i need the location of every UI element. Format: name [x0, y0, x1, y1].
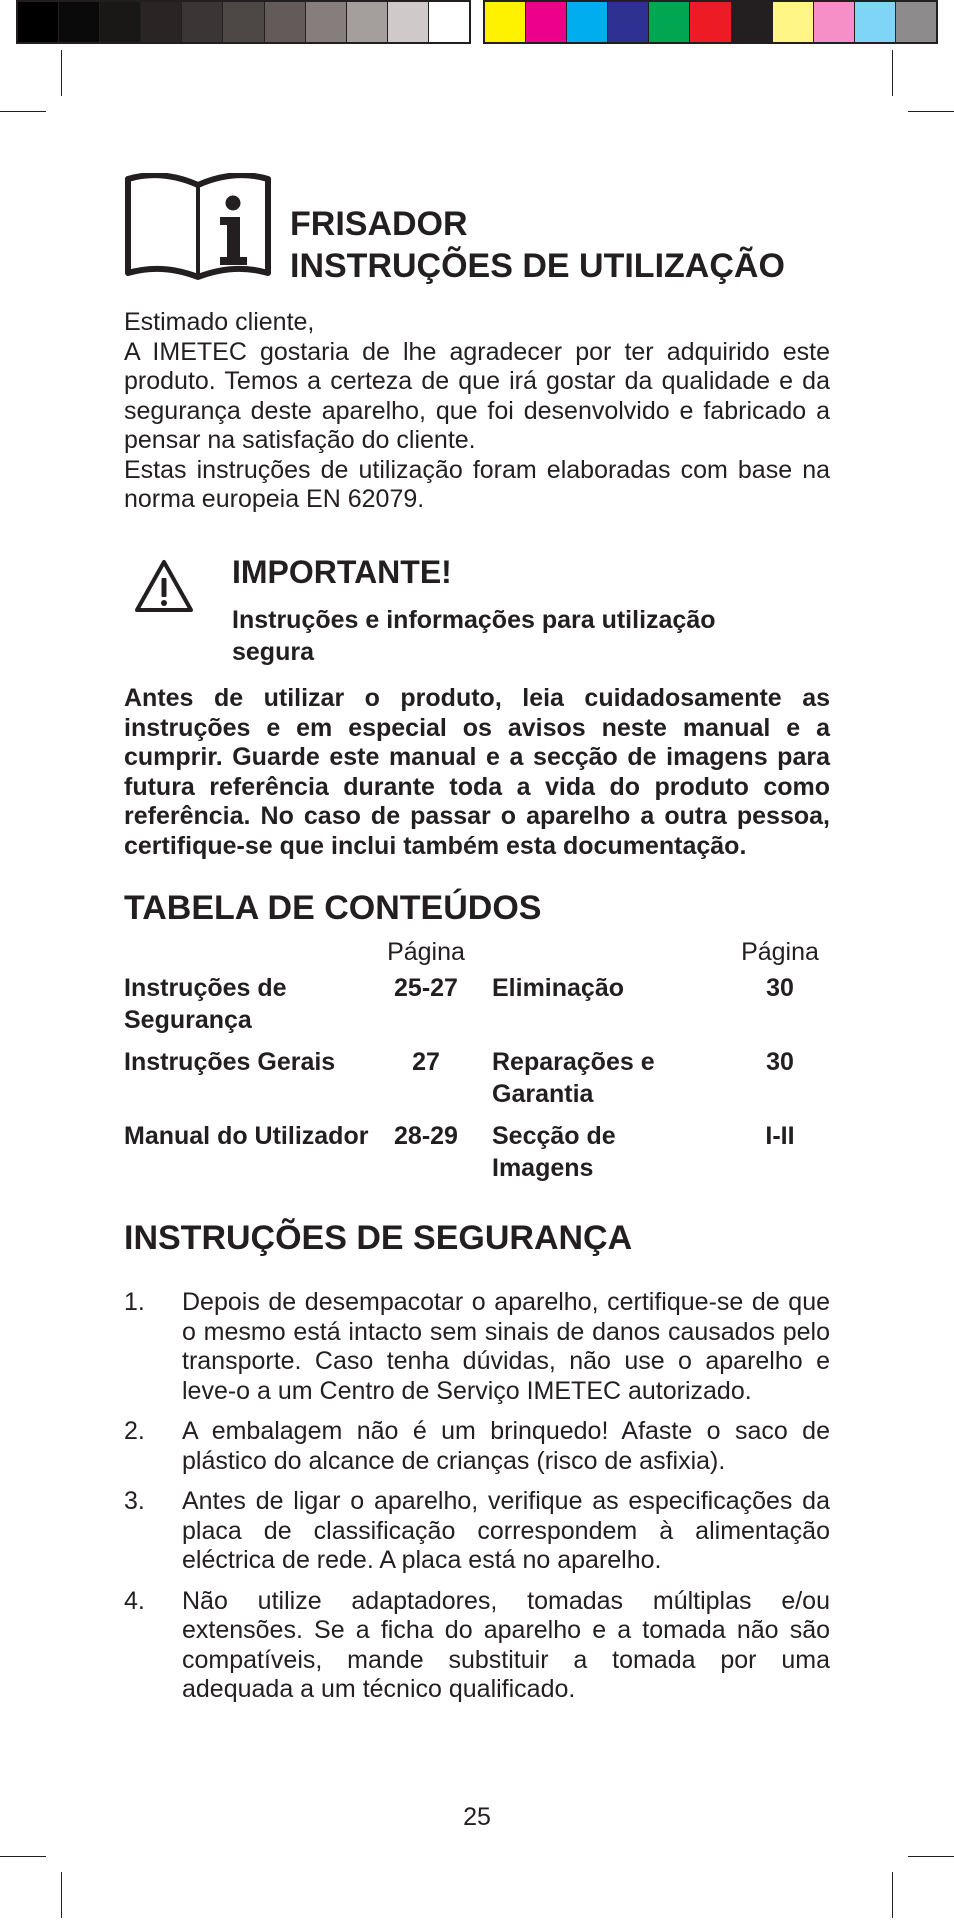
toc-row [124, 1120, 830, 1194]
safety-title: INSTRUÇÕES DE SEGURANÇA [124, 1219, 633, 1257]
color-swatch [649, 2, 690, 42]
crop-mark [0, 1856, 46, 1857]
color-swatch [690, 2, 731, 42]
crop-mark [0, 111, 46, 112]
toc-table [124, 936, 830, 1194]
warning-triangle-icon [134, 558, 194, 614]
color-swatch [814, 2, 855, 42]
color-swatch [567, 2, 608, 42]
color-swatch [732, 2, 773, 42]
list-item-number: 3. [124, 1487, 145, 1515]
gray-swatch [306, 2, 347, 42]
crop-mark [892, 50, 893, 96]
toc-page-header: Página [387, 938, 465, 966]
color-swatch [855, 2, 896, 42]
crop-mark [61, 50, 62, 96]
document-header [124, 173, 830, 285]
toc-entry-page: 25-27 [394, 974, 458, 1002]
gray-swatch [429, 2, 469, 42]
list-item-number: 4. [124, 1586, 145, 1615]
important-title: IMPORTANTE! [232, 554, 452, 590]
list-item [124, 1487, 830, 1576]
crop-mark [892, 1872, 893, 1918]
gray-swatch [100, 2, 141, 42]
gray-swatch [18, 2, 59, 42]
process-color-calibration-bar [483, 0, 938, 44]
color-swatch [526, 2, 567, 42]
toc-entry-label: Manual do Utilizador [124, 1122, 369, 1150]
toc-entry-page: 27 [412, 1048, 440, 1076]
toc-entry-page: 28-29 [394, 1122, 458, 1150]
toc-entry-label: Secção de Imagens [492, 1122, 616, 1182]
list-item-number: 1. [124, 1288, 145, 1316]
gray-swatch [347, 2, 388, 42]
grayscale-calibration-bar [16, 0, 471, 44]
intro-paragraph: A IMETEC gostaria de lhe agradecer por ter adquirido este produto. Temos a certeza de que irá gostar da qualidade e da segurança deste aparelho, que foi desenvolvido e fabricado a pensar na satisfação do cliente. [124, 337, 830, 454]
list-item-number: 2. [124, 1417, 145, 1445]
title-line-product: FRISADOR [290, 205, 468, 243]
crop-mark [908, 111, 954, 112]
intro-section [124, 308, 830, 515]
toc-entry-page: I-II [765, 1122, 795, 1150]
toc-entry-page: 30 [766, 1048, 794, 1076]
toc-row [124, 972, 830, 1046]
gray-swatch [59, 2, 100, 42]
list-item-text: Antes de ligar o aparelho, verifique as especificações da placa de classificação correspondem à alimentação eléctrica de rede. A placa está no aparelho. [182, 1487, 830, 1574]
toc-entry-label: Reparações e Garantia [492, 1048, 655, 1108]
toc-header-row [124, 936, 830, 972]
title-line-instructions: INSTRUÇÕES DE UTILIZAÇÃO [290, 247, 785, 285]
important-body: Antes de utilizar o produto, leia cuidadosamente as instruções e em especial os avisos neste manual e a cumprir. Guarde este manual e a secção de imagens para futura referência durante toda a vida do produto como referência. No caso de passar o aparelho a outra pessoa, certifique-se que inclui também esta documentação. [124, 684, 830, 860]
greeting: Estimado cliente, [124, 308, 315, 336]
gray-swatch [265, 2, 306, 42]
toc-entry-label: Instruções Gerais [124, 1048, 336, 1076]
gray-swatch [223, 2, 264, 42]
page-number: 25 [463, 1803, 491, 1831]
color-swatch [896, 2, 936, 42]
intro-paragraph: Estas instruções de utilização foram elaboradas com base na norma europeia EN 62079. [124, 455, 830, 513]
list-item [124, 1417, 830, 1476]
toc-title: TABELA DE CONTEÚDOS [124, 889, 542, 927]
list-item [124, 1587, 830, 1705]
color-swatch [773, 2, 814, 42]
list-item-text: Depois de desempacotar o aparelho, certifique-se de que o mesmo está intacto sem sinais de danos causados pelo transporte. Caso tenha dúvidas, não use o aparelho e leve-o a um Centro de Serviço IMETEC autorizado. [182, 1288, 830, 1405]
list-item-text: Não utilize adaptadores, tomadas múltiplas e/ou extensões. Se a ficha do aparelho e a tomada não são compatíveis, mande substituir a tomada por uma adequada a um técnico qualificado. [182, 1586, 830, 1703]
color-swatch [608, 2, 649, 42]
toc-entry-label: Eliminação [492, 974, 624, 1002]
gray-swatch [388, 2, 429, 42]
list-item-text: A embalagem não é um brinquedo! Afaste o saco de plástico do alcance de crianças (risco de asfixia). [182, 1417, 830, 1475]
toc-row [124, 1046, 830, 1120]
gray-swatch [141, 2, 182, 42]
crop-mark [908, 1856, 954, 1857]
toc-page-header: Página [741, 938, 819, 966]
important-subtitle: Instruções e informações para utilização segura [232, 606, 716, 666]
list-item [124, 1288, 830, 1406]
toc-entry-page: 30 [766, 974, 794, 1002]
safety-list [124, 1288, 830, 1716]
color-swatch [485, 2, 526, 42]
document-title [290, 203, 785, 287]
gray-swatch [182, 2, 223, 42]
info-book-icon [124, 173, 272, 283]
toc-entry-label: Instruções de Segurança [124, 974, 287, 1034]
crop-mark [61, 1872, 62, 1918]
